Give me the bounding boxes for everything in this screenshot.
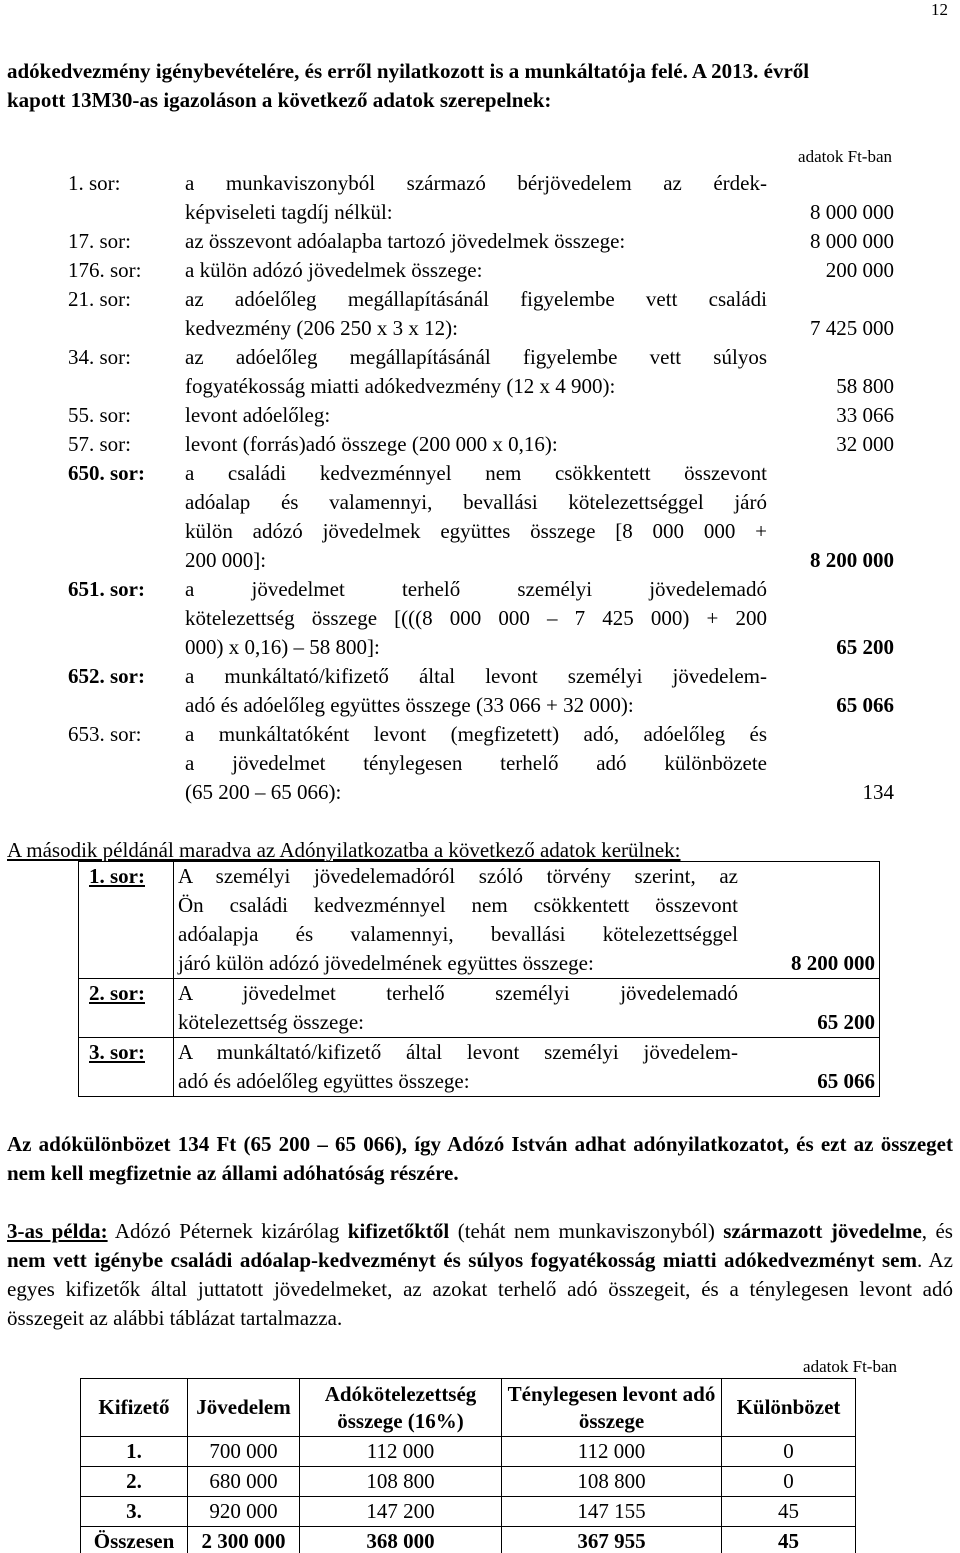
row-text <box>185 256 767 285</box>
table-cell: 0 <box>722 1467 856 1497</box>
row-651 <box>68 575 894 662</box>
row-17 <box>68 227 894 256</box>
row-text-line: külön adózó jövedelmek együttes összege [8 000 000 + <box>185 519 767 543</box>
row-value: 200 000 <box>825 258 894 282</box>
row-text-line: a jövedelmet ténylegesen terhelő adó különbözete <box>185 751 767 775</box>
row-label: 650. sor: <box>68 461 145 485</box>
row-label: 1. sor: <box>68 171 121 195</box>
row-text <box>185 169 767 227</box>
declaration-value: 8 200 000 <box>754 862 880 979</box>
example-3-paragraph <box>7 1217 953 1333</box>
row-text <box>185 575 767 662</box>
row-21 <box>68 285 894 343</box>
table-cell: 112 000 <box>502 1437 722 1467</box>
declaration-text-line: Ön családi kedvezménnyel nem csökkentett összevont <box>178 893 738 917</box>
row-text-line: kedvezmény (206 250 x 3 x 12): <box>185 316 458 340</box>
table-cell: 147 155 <box>502 1497 722 1527</box>
example-3-bold: származott jövedelme <box>723 1219 922 1243</box>
conclusion-paragraph: Az adókülönbözet 134 Ft (65 200 – 65 066), így Adózó István adhat adónyilatkozatot, és ezt az összeget nem kell megfizetnie az állami adóhatóság részére. <box>7 1132 953 1185</box>
declaration-label: 1. sor: <box>79 862 174 979</box>
declaration-value: 65 066 <box>754 1038 880 1097</box>
row-value: 33 066 <box>836 403 894 427</box>
declaration-text-line: A jövedelmet terhelő személyi jövedelemadó <box>178 981 738 1005</box>
row-1 <box>68 169 894 227</box>
row-652 <box>68 662 894 720</box>
row-653 <box>68 720 894 807</box>
declaration-label: 2. sor: <box>79 979 174 1038</box>
row-label: 17. sor: <box>68 229 131 253</box>
table-row <box>81 1437 856 1467</box>
column-header: Különbözet <box>722 1379 856 1437</box>
row-label: 651. sor: <box>68 577 145 601</box>
unit-label-2: adatok Ft-ban <box>803 1357 897 1376</box>
table-row <box>81 1467 856 1497</box>
intro-line-1: adókedvezmény igénybevételére, és erről nyilatkozott is a munkáltatója felé. A 2013. évről <box>7 59 810 83</box>
row-text-line: a családi kedvezménnyel nem csökkentett összevont <box>185 461 767 485</box>
table-cell: 0 <box>722 1437 856 1467</box>
intro-line-2: kapott 13M30-as igazoláson a következő adatok szerepelnek: <box>7 88 552 112</box>
row-text-line: képviseleti tagdíj nélkül: <box>185 200 393 224</box>
table-cell: 108 800 <box>300 1467 502 1497</box>
row-text <box>185 401 767 430</box>
row-text <box>185 459 767 575</box>
table-total-row <box>81 1527 856 1553</box>
row-value: 32 000 <box>836 432 894 456</box>
table-cell: 45 <box>722 1527 856 1553</box>
row-text-line: a külön adózó jövedelmek összege: <box>185 258 483 282</box>
table-cell: 2. <box>81 1467 188 1497</box>
example-3-bold: kifizetőktől <box>347 1219 450 1243</box>
row-text <box>185 720 767 807</box>
row-label: 34. sor: <box>68 345 131 369</box>
row-text-line: levont adóelőleg: <box>185 403 331 427</box>
example-3-bold: nem vett igénybe családi adóalap-kedvezményt és súlyos fogyatékosság miatti adókedvezményt sem <box>7 1248 917 1272</box>
row-176 <box>68 256 894 285</box>
table-cell: 45 <box>722 1497 856 1527</box>
row-34 <box>68 343 894 401</box>
table-cell: 3. <box>81 1497 188 1527</box>
declaration-text-line: adó és adóelőleg együttes összege: <box>178 1069 470 1093</box>
row-text-line: a munkaviszonyból származó bérjövedelem az érdek- <box>185 171 767 195</box>
table-cell: 2 300 000 <box>188 1527 300 1553</box>
row-value: 7 425 000 <box>810 316 894 340</box>
row-text <box>185 285 767 343</box>
table-cell: Összesen <box>81 1527 188 1553</box>
declaration-text <box>174 979 754 1038</box>
row-label: 57. sor: <box>68 432 131 456</box>
row-label: 21. sor: <box>68 287 131 311</box>
row-value: 8 000 000 <box>810 200 894 224</box>
row-text-line: az összevont adóalapba tartozó jövedelmek összege: <box>185 229 626 253</box>
certificate-rows <box>68 169 894 807</box>
unit-label: adatok Ft-ban <box>798 147 892 166</box>
row-value: 65 066 <box>836 693 894 717</box>
row-text-line: 200 000]: <box>185 548 267 572</box>
row-text <box>185 662 767 720</box>
row-value: 8 000 000 <box>810 229 894 253</box>
declaration-value: 65 200 <box>754 979 880 1038</box>
table-cell: 368 000 <box>300 1527 502 1553</box>
page-number: 12 <box>931 0 948 19</box>
row-57 <box>68 430 894 459</box>
declaration-text-line: A munkáltató/kifizető által levont személyi jövedelem- <box>178 1040 738 1064</box>
declaration-text <box>174 862 754 979</box>
row-text-line: 000) x 0,16) – 58 800]: <box>185 635 380 659</box>
example-3-text: . Az egyes kifizetők által juttatott jövedelmeket, az azokat terhelő adó összegeit, és a ténylegesen levont adó összegeit az alábbi táblázat tartalmazza. <box>7 1248 953 1330</box>
example-3-text: Adózó Péternek kizárólag <box>107 1219 348 1243</box>
table-header-row <box>81 1379 856 1437</box>
row-text-line: levont (forrás)adó összege (200 000 x 0,16): <box>185 432 558 456</box>
column-header: Kifizető <box>81 1379 188 1437</box>
row-label: 652. sor: <box>68 664 145 688</box>
row-text-line: az adóelőleg megállapításánál figyelembe vett súlyos <box>185 345 767 369</box>
declaration-text-line: járó külön adózó jövedelmének együttes összege: <box>178 951 594 975</box>
row-value: 58 800 <box>836 374 894 398</box>
row-label: 653. sor: <box>68 722 142 746</box>
table-row <box>79 1038 880 1097</box>
row-value: 134 <box>862 780 894 804</box>
example-3-text: , és <box>921 1219 953 1243</box>
example-3-lead: 3-as példa: <box>7 1219 108 1243</box>
table-cell: 112 000 <box>300 1437 502 1467</box>
row-text <box>185 343 767 401</box>
declaration-text-line: kötelezettség összege: <box>178 1010 365 1034</box>
row-text-line: az adóelőleg megállapításánál figyelembe vett családi <box>185 287 767 311</box>
table-cell: 367 955 <box>502 1527 722 1553</box>
table-cell: 920 000 <box>188 1497 300 1527</box>
row-text <box>185 430 767 459</box>
row-label: 176. sor: <box>68 258 142 282</box>
row-55 <box>68 401 894 430</box>
row-text-line: (65 200 – 65 066): <box>185 780 342 804</box>
column-header: Jövedelem <box>188 1379 300 1437</box>
row-text-line: adóalap és valamennyi, bevallási kötelezettséggel járó <box>185 490 767 514</box>
row-text-line: a munkáltató/kifizető által levont személyi jövedelem- <box>185 664 767 688</box>
row-text-line: a munkáltatóként levont (megfizetett) adó, adóelőleg és <box>185 722 767 746</box>
table-row <box>79 979 880 1038</box>
declaration-text-line: adóalapja és valamennyi, bevallási kötelezettséggel <box>178 922 738 946</box>
row-text-line: fogyatékosság miatti adókedvezmény (12 x 4 900): <box>185 374 616 398</box>
declaration-label: 3. sor: <box>79 1038 174 1097</box>
section-title: A második példánál maradva az Adónyilatkozatba a következő adatok kerülnek: <box>7 838 681 862</box>
table-row <box>81 1497 856 1527</box>
payer-table <box>80 1378 856 1553</box>
column-header: Ténylegesen levont adó összege <box>502 1379 722 1437</box>
intro-paragraph <box>7 57 953 115</box>
row-value: 8 200 000 <box>810 548 894 572</box>
row-value: 65 200 <box>836 635 894 659</box>
table-cell: 108 800 <box>502 1467 722 1497</box>
table-cell: 700 000 <box>188 1437 300 1467</box>
example-3-text: (tehát nem munkaviszonyból) <box>449 1219 724 1243</box>
declaration-text-line: A személyi jövedelemadóról szóló törvény szerint, az <box>178 864 738 888</box>
row-text <box>185 227 767 256</box>
row-text-line: a jövedelmet terhelő személyi jövedelemadó <box>185 577 767 601</box>
row-label: 55. sor: <box>68 403 131 427</box>
table-cell: 1. <box>81 1437 188 1467</box>
row-text-line: adó és adóelőleg együttes összege (33 066 + 32 000): <box>185 693 634 717</box>
row-text-line: kötelezettség összege [(((8 000 000 – 7 425 000) + 200 <box>185 606 767 630</box>
table-cell: 147 200 <box>300 1497 502 1527</box>
table-cell: 680 000 <box>188 1467 300 1497</box>
table-row <box>79 862 880 979</box>
row-650 <box>68 459 894 575</box>
column-header: Adókötelezettség összege (16%) <box>300 1379 502 1437</box>
declaration-text <box>174 1038 754 1097</box>
declaration-table <box>78 861 880 1097</box>
